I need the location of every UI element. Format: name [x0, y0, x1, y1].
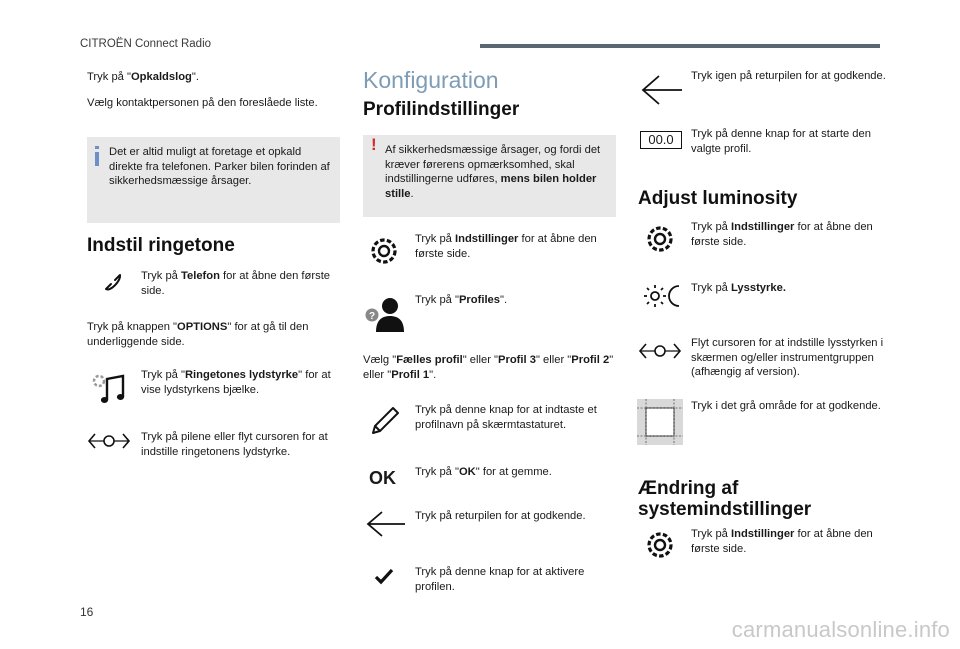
ok-icon: OK: [369, 468, 396, 488]
step-open-settings: Tryk på Indstillinger for at åbne den første side.: [415, 233, 597, 260]
step-brightness: Tryk på Lysstyrke.: [691, 282, 786, 294]
heading-adjust-luminosity: Adjust luminosity: [638, 188, 798, 209]
section-title-konfiguration: Konfiguration: [363, 67, 499, 93]
checkmark-icon: [374, 567, 394, 585]
step-profiles: Tryk på "Profiles".: [415, 294, 508, 306]
warning-icon: !: [371, 135, 377, 154]
phone-icon: [101, 270, 125, 294]
back-arrow-icon: [640, 73, 684, 107]
step-phone: Tryk på Telefon for at åbne den første side.: [141, 270, 331, 297]
paragraph-select-profile: Vælg "Fælles profil" eller "Profil 3" eller "Profil 2" eller "Profil 1".: [363, 354, 614, 381]
step-activate-profile: Tryk på denne knap for at aktivere profilen.: [415, 566, 585, 593]
step-back-confirm: Tryk på returpilen for at godkende.: [415, 510, 586, 522]
info-note: Det er altid muligt at foretage et opkald direkte fra telefonen. Parker bilen forinden af sikkerhedsmæssige årsager.: [87, 137, 340, 223]
page-number: 16: [80, 605, 94, 619]
header-rule: [480, 44, 880, 48]
svg-text:?: ?: [368, 311, 376, 322]
slider-arrows-icon: [87, 431, 131, 451]
paragraph-options: Tryk på knappen "OPTIONS" for at gå til den underliggende side.: [87, 321, 309, 348]
music-settings-icon: [90, 372, 128, 406]
step-ringtone-arrows: Tryk på pilene eller flyt cursoren for at indstille ringetonens lydstyrke.: [141, 431, 328, 458]
profile-counter-button: 00.0: [640, 131, 682, 149]
paragraph-call-log: Tryk på "Opkaldslog".: [87, 71, 199, 83]
paragraph-select-contact: Vælg kontaktpersonen på den foreslåede liste.: [87, 97, 318, 109]
profile-icon: [364, 296, 406, 332]
step-ok: Tryk på "OK" for at gemme.: [415, 466, 552, 478]
watermark: carmanualsonline.info: [731, 617, 950, 642]
pencil-icon: [369, 405, 401, 437]
step-sys-open-settings: Tryk på Indstillinger for at åbne den første side.: [691, 528, 873, 555]
brightness-icon: [643, 283, 685, 309]
step-brightness-slider: Flyt cursoren for at indstille lysstyrken i skærmen og/eller instrumentgruppen (afhængig af version).: [691, 337, 884, 378]
warning-note: ! Af sikkerhedsmæssige årsager, og fordi det kræver førerens opmærksomhed, skal indstillingerne udføres, mens bilen holder stille.: [363, 135, 616, 217]
settings-gear-icon: [645, 530, 675, 560]
running-header: CITROËN Connect Radio: [80, 38, 212, 50]
step-grey-area: Tryk i det grå område for at godkende.: [691, 400, 881, 412]
heading-ringtone: Indstil ringetone: [87, 235, 235, 256]
info-icon: [95, 146, 99, 166]
step-back-again: Tryk igen på returpilen for at godkende.: [691, 70, 886, 82]
heading-system-settings: Ændring af systemindstillinger: [638, 478, 812, 520]
step-lum-open-settings: Tryk på Indstillinger for at åbne den første side.: [691, 221, 873, 248]
settings-gear-icon: [369, 236, 399, 266]
step-start-profile: Tryk på denne knap for at starte den valgte profil.: [691, 128, 871, 155]
heading-profile-settings: Profilindstillinger: [363, 99, 520, 120]
slider-arrows-icon: [638, 341, 682, 361]
step-enter-name: Tryk på denne knap for at indtaste et profilnavn på skærmtastaturet.: [415, 404, 597, 431]
settings-gear-icon: [645, 224, 675, 254]
grey-area-icon: [637, 399, 683, 445]
back-arrow-icon: [365, 510, 407, 538]
step-ringtone-volume: Tryk på "Ringetones lydstyrke" for at vise lydstyrkens bjælke.: [141, 369, 331, 396]
